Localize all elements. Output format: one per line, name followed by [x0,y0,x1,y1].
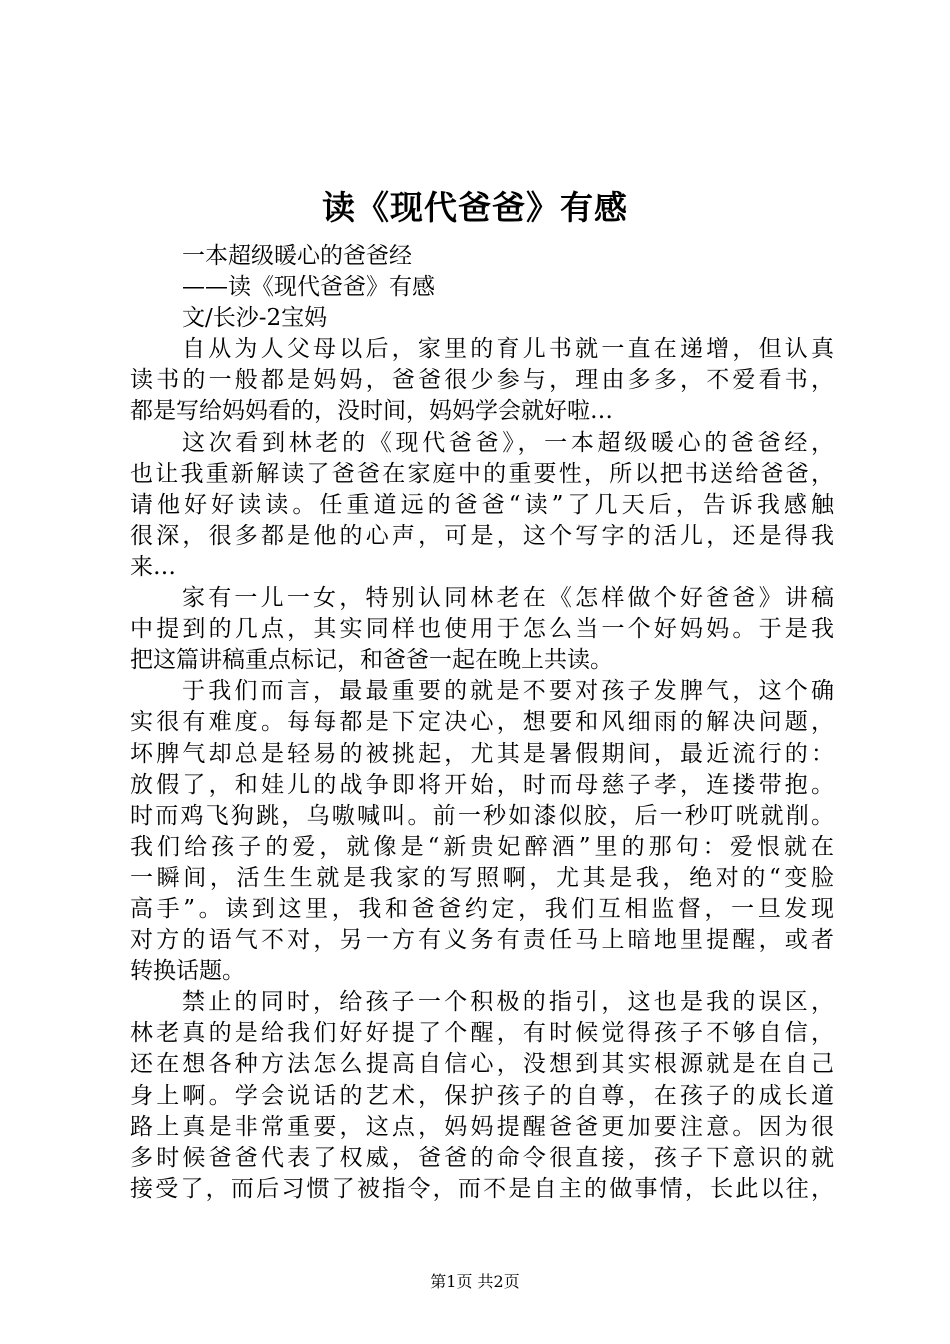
page-footer: 第1页 共2页 [430,1272,520,1291]
text-line: 路上真是非常重要，这点，妈妈提醒爸爸更加要注意。因为很 [130,1113,834,1140]
text-line: 多时候爸爸代表了权威，爸爸的命令很直接，孩子下意识的就 [130,1144,834,1171]
text-line: 家有一儿一女，特别认同林老在《怎样做个好爸爸》讲稿 [182,585,834,612]
text-line: 这次看到林老的《现代爸爸》，一本超级暖心的爸爸经， [182,429,834,456]
document-title: 读《现代爸爸》有感 [322,188,628,227]
document-body [130,241,834,1205]
text-line: 禁止的同时，给孩子一个积极的指引，这也是我的误区， [182,989,834,1016]
text-line: 放假了，和娃儿的战争即将开始，时而母慈子孝，连搂带抱。 [130,771,834,798]
text-line: 来… [130,553,176,580]
text-line: 自从为人父母以后，家里的育儿书就一直在递增，但认真 [182,336,834,363]
text-line: 高手”。读到这里，我和爸爸约定，我们互相监督，一旦发现 [130,895,834,922]
text-line: 林老真的是给我们好好提了个醒，有时候觉得孩子不够自信， [130,1020,834,1047]
text-line: 我们给孩子的爱，就像是“新贵妃醉酒”里的那句：爱恨就在 [130,833,834,860]
text-line: 还在想各种方法怎么提高自信心，没想到其实根源就是在自己 [130,1051,834,1078]
text-line: 把这篇讲稿重点标记，和爸爸一起在晚上共读。 [130,647,613,674]
text-line: 读书的一般都是妈妈，爸爸很少参与，理由多多，不爱看书， [130,367,834,394]
text-line: 中提到的几点，其实同样也使用于怎么当一个好妈妈。于是我 [130,616,834,643]
text-line: 坏脾气却总是轻易的被挑起，尤其是暑假期间，最近流行的： [130,740,834,767]
text-line: 很深，很多都是他的心声，可是，这个写字的活儿，还是得我 [130,522,834,549]
text-line: 文/长沙-2宝妈 [182,305,328,332]
text-line: 也让我重新解读了爸爸在家庭中的重要性，所以把书送给爸爸， [130,460,834,487]
text-line: 一瞬间，活生生就是我家的写照啊，尤其是我，绝对的“变脸 [130,864,834,891]
text-line: ——读《现代爸爸》有感 [182,274,435,301]
text-line: 接受了，而后习惯了被指令，而不是自主的做事情，长此以往， [130,1175,834,1202]
text-line: 时而鸡飞狗跳，乌嗷喊叫。前一秒如漆似胶，后一秒叮咣就削。 [130,802,834,829]
text-line: 转换话题。 [130,958,245,985]
text-line: 一本超级暖心的爸爸经 [182,243,412,269]
text-line: 都是写给妈妈看的，没时间，妈妈学会就好啦… [130,398,613,425]
text-line: 对方的语气不对，另一方有义务有责任马上暗地里提醒，或者 [130,927,834,954]
text-line: 身上啊。学会说话的艺术，保护孩子的自尊，在孩子的成长道 [130,1082,834,1109]
text-line: 于我们而言，最最重要的就是不要对孩子发脾气，这个确 [182,678,834,705]
text-line: 请他好好读读。任重道远的爸爸“读”了几天后，告诉我感触 [130,491,834,518]
text-line: 实很有难度。每每都是下定决心，想要和风细雨的解决问题， [130,709,834,736]
